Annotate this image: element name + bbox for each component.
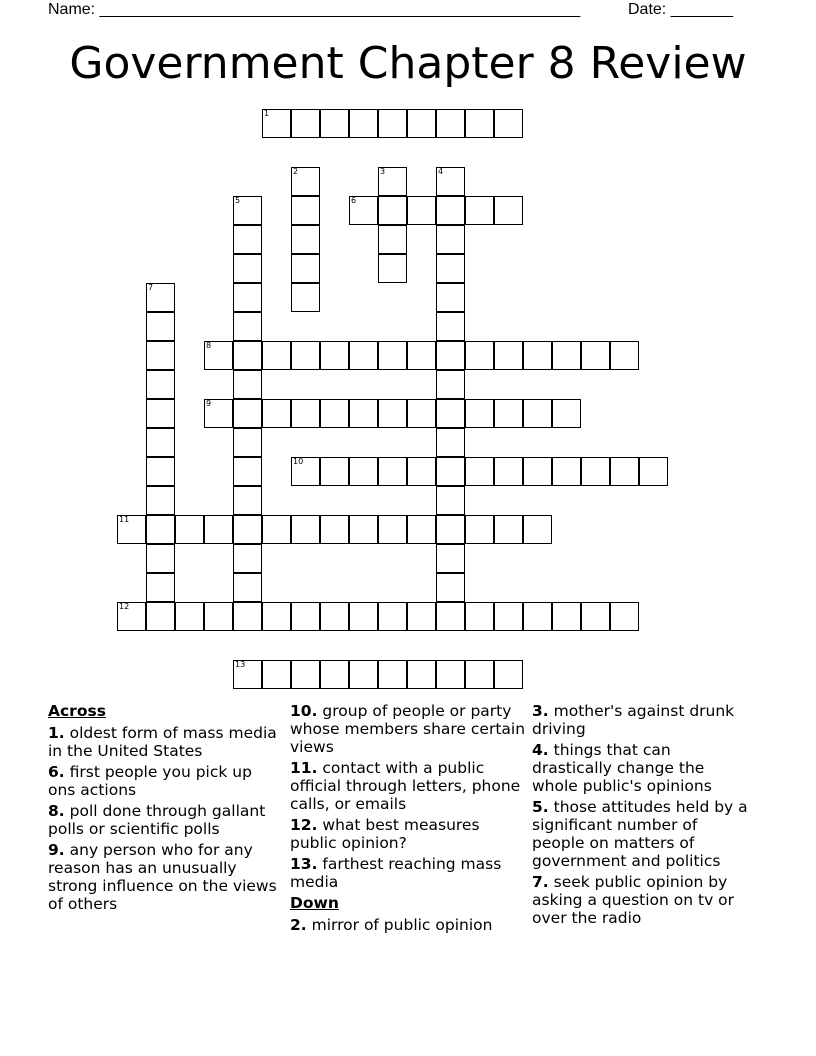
clue-across-8: 8. poll done through gallant polls or scientific polls: [48, 802, 266, 838]
across-heading: Across: [48, 702, 106, 720]
clue-across-12: 12. what best measures public opinion?: [290, 816, 480, 852]
clue-number: 4: [438, 167, 444, 176]
clue-number: 2: [293, 167, 299, 176]
clue-number: 9: [206, 399, 212, 408]
date-field-label[interactable]: Date: _______: [628, 1, 733, 18]
clue-number: 10: [293, 457, 304, 466]
clue-column-1: [48, 702, 280, 916]
clue-number: 6: [351, 196, 357, 205]
clue-across-6: 6. first people you pick up ons actions: [48, 763, 252, 799]
clue-number: 8: [206, 341, 212, 350]
clue-number: 13: [235, 660, 246, 669]
clue-number: 3: [380, 167, 386, 176]
clue-number: 12: [119, 602, 130, 611]
clue-number: 5: [235, 196, 241, 205]
clue-down-7: 7. seek public opinion by asking a question on tv or over the radio: [532, 873, 735, 927]
clue-across-11: 11. contact with a public official through letters, phone calls, or emails: [290, 759, 521, 813]
clue-column-3: [532, 702, 754, 930]
name-field-label[interactable]: Name: ______________________________________________________: [48, 1, 581, 18]
clue-down-2: 2. mirror of public opinion: [290, 916, 493, 934]
clue-down-4: 4. things that can drastically change the whole public's opinions: [532, 741, 712, 795]
clue-across-1: 1. oldest form of mass media in the United States: [48, 724, 277, 760]
clue-down-5: 5. those attitudes held by a significant number of people on matters of government and politics: [532, 798, 748, 870]
clue-column-2: [290, 702, 526, 937]
clue-number: 1: [264, 109, 270, 118]
clue-number: 7: [148, 283, 154, 292]
clue-across-13: 13. farthest reaching mass media: [290, 855, 502, 891]
clue-down-3: 3. mother's against drunk driving: [532, 702, 735, 738]
clue-number: 11: [119, 515, 130, 524]
down-heading: Down: [290, 894, 339, 912]
page-title: Government Chapter 8 Review: [69, 38, 747, 89]
clue-across-10: 10. group of people or party whose members share certain views: [290, 702, 526, 756]
clue-across-9: 9. any person who for any reason has an unusually strong influence on the views of others: [48, 841, 277, 913]
